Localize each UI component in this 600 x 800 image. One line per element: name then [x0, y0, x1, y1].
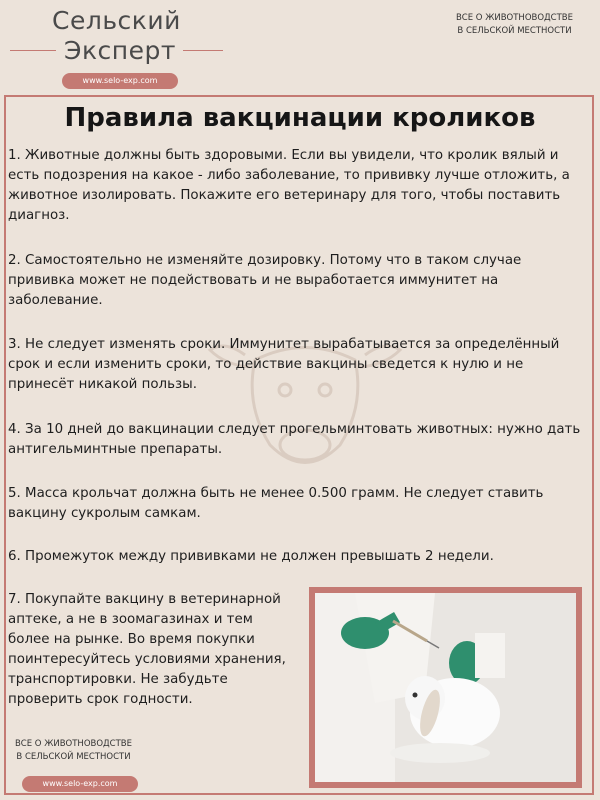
- logo-divider-right: [183, 50, 223, 51]
- rule-7: 7. Покупайте вакцину в ветеринарной аптеке, а не в зоомагазинах и тем более на рынке. Во время покупки поинтересуйтесь условиями хранения, транспортировки. Не забудьте проверить срок годности.: [8, 592, 286, 707]
- logo-line1: Сельский: [52, 6, 181, 35]
- rule-6: 6. Промежуток между прививками не должен превышать 2 недели.: [8, 549, 494, 564]
- rule-4: 4. За 10 дней до вакцинации следует прогельминтовать животных: нужно дать антигельминтные препараты.: [8, 422, 581, 457]
- tagline-bottom: [6, 738, 141, 764]
- tagline-top-line1: ВСЕ О ЖИВОТНОВОДСТВЕ: [455, 13, 574, 23]
- vet-rabbit-illustration: [315, 593, 576, 782]
- tagline-top-line2: В СЕЛЬСКОЙ МЕСТНОСТИ: [457, 26, 572, 36]
- site-url-top[interactable]: www.selo-exp.com: [62, 73, 178, 89]
- rule-1: 1. Животные должны быть здоровыми. Если вы увидели, что кролик вялый и есть подозрения на какое - либо заболевание, то прививку лучше отложить, а животное изолировать. Покажите его ветеринару для того, чтобы поставить диагноз.: [8, 148, 570, 223]
- logo-line2: Эксперт: [64, 36, 176, 65]
- tagline-bottom-line1: ВСЕ О ЖИВОТНОВОДСТВЕ: [14, 739, 133, 749]
- logo-divider-left: [10, 50, 56, 51]
- header: [0, 0, 600, 95]
- tagline-top: [447, 12, 582, 38]
- rule-2: 2. Самостоятельно не изменяйте дозировку. Потому что в таком случае прививка может не подействовать и не выработается иммунитет на заболевание.: [8, 253, 522, 308]
- page-title: Правила вакцинации кроликов: [64, 103, 536, 133]
- rule-5: 5. Масса крольчат должна быть не менее 0.500 грамм. Не следует ставить вакцину сукролым самкам.: [8, 486, 544, 521]
- tagline-bottom-line2: В СЕЛЬСКОЙ МЕСТНОСТИ: [16, 752, 131, 762]
- vaccination-photo: [309, 587, 582, 788]
- rule-3: 3. Не следует изменять сроки. Иммунитет вырабатывается за определённый срок и если изменить сроки, то действие вакцины сведется к нулю и не принесёт никакой пользы.: [8, 337, 560, 392]
- site-url-bottom[interactable]: www.selo-exp.com: [22, 776, 138, 792]
